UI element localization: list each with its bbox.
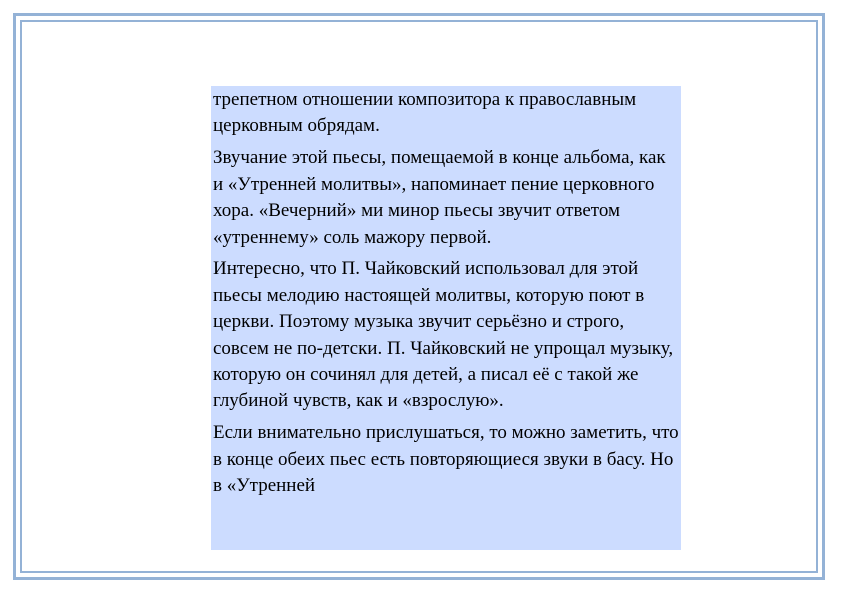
- paragraph-3: Интересно, что П. Чайковский использовал для этой пьесы мелодию настоящей молитвы, которую поют в церкви. Поэтому музыка звучит серьёзно и строго, совсем не по-детски. П. Чайковский не упрощал музыку, которую он сочинял для детей, а писал её с такой же глубиной чувств, как и «взрослую».: [213, 258, 674, 412]
- paragraph-4: Если внимательно прислушаться, то можно заметить, что в конце обеих пьес есть повторяющиеся звуки в басу. Но в «Утренней: [213, 422, 679, 497]
- paragraph-1: трепетном отношении композитора к православным церковным обрядам.: [213, 89, 637, 137]
- paragraph-2: Звучание этой пьесы, помещаемой в конце альбома, как и «Утренней молитвы», напоминает пение церковного хора. «Вечерний» ми минор пьесы звучит ответом «утреннему» соль мажору первой.: [213, 147, 666, 248]
- text-box: [211, 86, 681, 550]
